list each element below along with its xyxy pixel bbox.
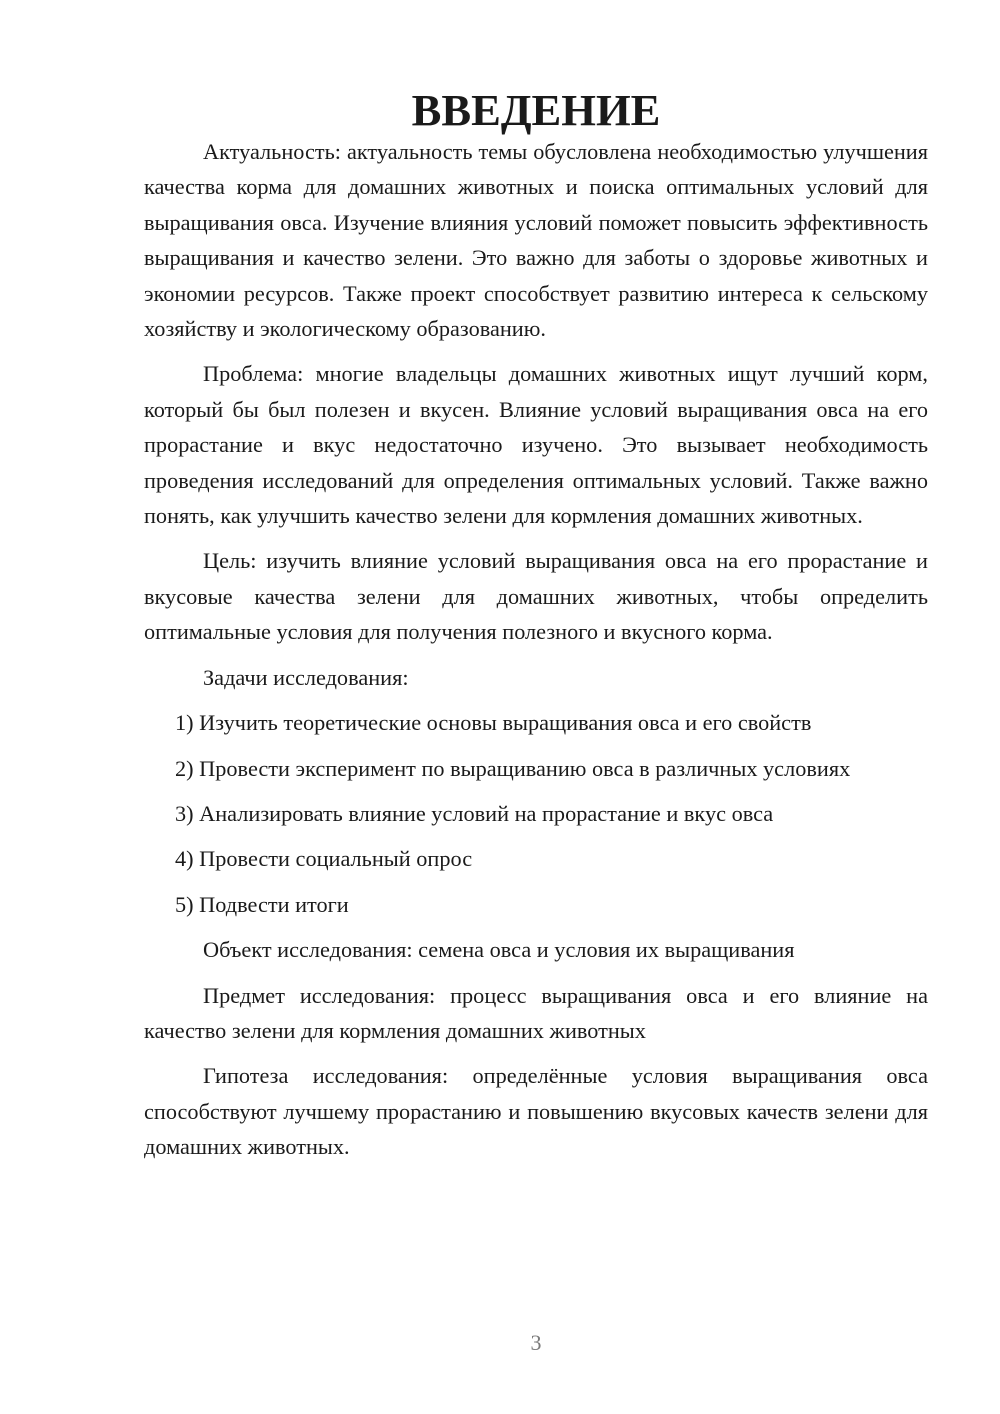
object-paragraph: Объект исследования: семена овса и условия их выращивания: [203, 937, 795, 963]
subject-paragraph: Предмет исследования: процесс выращивания овса и его влияние на качество зелени для кормления домашних животных: [144, 982, 928, 1043]
page-number: 3: [530, 1330, 542, 1355]
hypothesis-paragraph: Гипотеза исследования: определённые условия выращивания овса способствуют лучшему прорастанию и повышению вкусовых качеств зелени для домашних животных.: [144, 1063, 928, 1160]
tasks-heading: Задачи исследования:: [203, 664, 409, 690]
task-item: 2) Провести эксперимент по выращиванию овса в различных условиях: [175, 755, 851, 781]
page-title: ВВЕДЕНИЕ: [411, 85, 661, 135]
goal-paragraph: Цель: изучить влияние условий выращивания овса на его прорастание и вкусовые качества зелени для домашних животных, чтобы определить оптимальные условия для получения полезного и вкусного корма.: [144, 548, 928, 645]
task-item: 4) Провести социальный опрос: [175, 846, 473, 872]
task-item: 3) Анализировать влияние условий на прорастание и вкус овса: [175, 800, 774, 826]
problem-paragraph: Проблема: многие владельцы домашних животных ищут лучший корм, который бы был полезен и вкусен. Влияние условий выращивания овса на его прорастание и вкус недостаточно изучено. Это вызывает необходимость проведения исследований для определения оптимальных условий. Также важно понять, как улучшить качество зелени для кормления домашних животных.: [144, 361, 928, 529]
document-page: [144, 85, 928, 1175]
task-item: 1) Изучить теоретические основы выращивания овса и его свойств: [175, 710, 812, 736]
task-item: 5) Подвести итоги: [175, 891, 349, 917]
tasks-list: [144, 705, 928, 922]
relevance-paragraph: Актуальность: актуальность темы обусловлена необходимостью улучшения качества корма для домашних животных и поиска оптимальных условий для выращивания овса. Изучение влияния условий поможет повысить эффективность выращивания и качество зелени. Это важно для заботы о здоровье животных и экономии ресурсов. Также проект способствует развитию интереса к сельскому хозяйству и экологическому образованию.: [144, 139, 928, 342]
